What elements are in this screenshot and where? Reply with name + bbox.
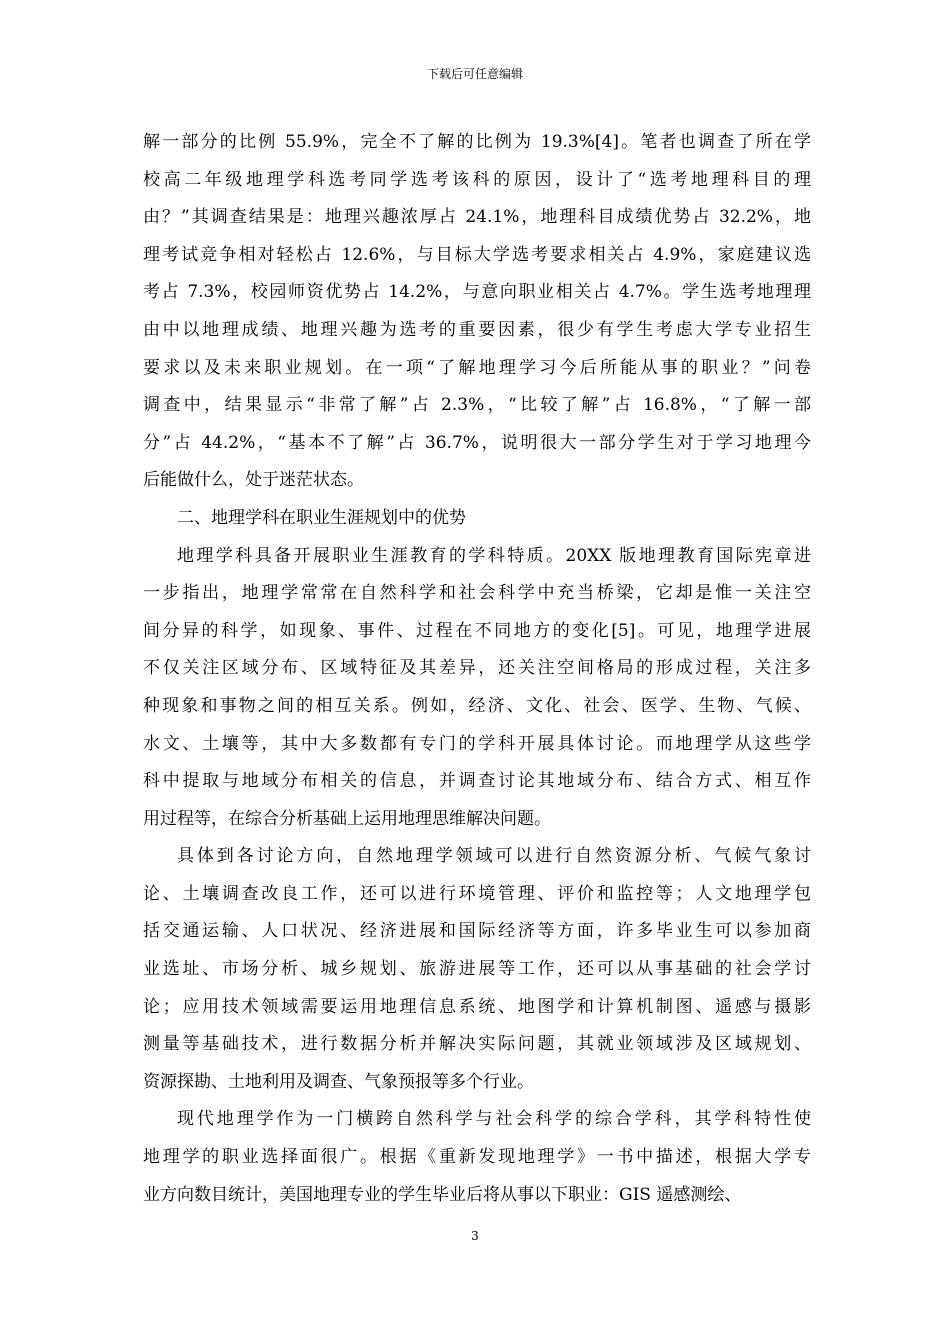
text-line: 理考试竞争相对轻松占 12.6%，与目标大学选考要求相关占 4.9%，家庭建议选 — [143, 244, 811, 265]
section-heading — [143, 500, 811, 538]
text-line: 要求以及未来职业规划。在一项“了解地理学习今后所能从事的职业？”问卷 — [143, 357, 811, 378]
page-number: 3 — [471, 1229, 479, 1243]
text-line: 二、地理学科在职业生涯规划中的优势 — [177, 507, 466, 528]
text-line: 括交通运输、人口状况、经济进展和国际经济等方面，许多毕业生可以参加商 — [143, 921, 811, 942]
text-line: 用过程等，在综合分析基础上运用地理思维解决问题。 — [143, 808, 551, 829]
paragraph — [143, 838, 811, 1101]
text-line: 水文、土壤等，其中大多数都有专门的学科开展具体讨论。而地理学从这些学 — [143, 733, 811, 754]
text-line: 后能做什么，处于迷茫状态。 — [143, 470, 364, 491]
text-line: 一步指出，地理学常常在自然科学和社会科学中充当桥梁，它却是惟一关注空 — [143, 583, 811, 604]
text-line: 解一部分的比例 55.9%，完全不了解的比例为 19.3%[4]。笔者也调查了所在学 — [143, 132, 811, 152]
text-line: 校高二年级地理学科选考同学选考该科的原因，设计了“选考地理科目的理 — [143, 169, 811, 190]
text-line: 科中提取与地域分布相关的信息，并调查讨论其地域分布、结合方式、相互作 — [143, 771, 811, 792]
document-body — [143, 124, 811, 1214]
text-line: 间分异的科学，如现象、事件、过程在不同地方的变化[5]。可见，地理学进展 — [143, 620, 811, 641]
paragraph — [143, 124, 811, 500]
text-line: 现代地理学作为一门横跨自然科学与社会科学的综合学科，其学科特性使 — [177, 1109, 811, 1130]
text-line: 由中以地理成绩、地理兴趣为选考的重要因素，很少有学生考虑大学专业招生 — [143, 319, 811, 340]
text-line: 业方向数目统计，美国地理专业的学生毕业后将从事以下职业：GIS 遥感测绘、 — [143, 1184, 742, 1205]
text-line: 地理学科具备开展职业生涯教育的学科特质。20XX 版地理教育国际宪章进 — [177, 545, 811, 566]
text-line: 业选址、市场分析、城乡规划、旅游进展等工作，还可以从事基础的社会学讨 — [143, 959, 811, 980]
paragraph — [143, 538, 811, 839]
page-header: 下载后可任意编辑 — [426, 67, 523, 81]
text-line: 考占 7.3%，校园师资优势占 14.2%，与意向职业相关占 4.7%。学生选考地理理 — [143, 282, 811, 303]
text-line: 调查中，结果显示“非常了解”占 2.3%，“比较了解”占 16.8%，“了解一部 — [143, 395, 811, 416]
text-line: 测量等基础技术，进行数据分析并解决实际问题，其就业领域涉及区域规划、 — [143, 1034, 811, 1055]
text-line: 分”占 44.2%，“基本不了解”占 36.7%，说明很大一部分学生对于学习地理今 — [143, 432, 811, 453]
text-line: 不仅关注区域分布、区域特征及其差异，还关注空间格局的形成过程，关注多 — [143, 658, 811, 679]
text-line: 由？”其调查结果是：地理兴趣浓厚占 24.1%，地理科目成绩优势占 32.2%，地 — [143, 207, 811, 228]
paragraph — [143, 1101, 811, 1214]
text-line: 论、土壤调查改良工作，还可以进行环境管理、评价和监控等；人文地理学包 — [143, 883, 811, 904]
text-line: 具体到各讨论方向，自然地理学领域可以进行自然资源分析、气候气象讨 — [177, 846, 811, 867]
text-line: 论；应用技术领域需要运用地理信息系统、地图学和计算机制图、遥感与摄影 — [143, 996, 811, 1017]
text-line: 种现象和事物之间的相互关系。例如，经济、文化、社会、医学、生物、气候、 — [143, 695, 811, 716]
text-line: 资源探勘、土地利用及调查、气象预报等多个行业。 — [143, 1071, 534, 1092]
text-line: 地理学的职业选择面很广。根据《重新发现地理学》一书中描述，根据大学专 — [143, 1147, 811, 1168]
